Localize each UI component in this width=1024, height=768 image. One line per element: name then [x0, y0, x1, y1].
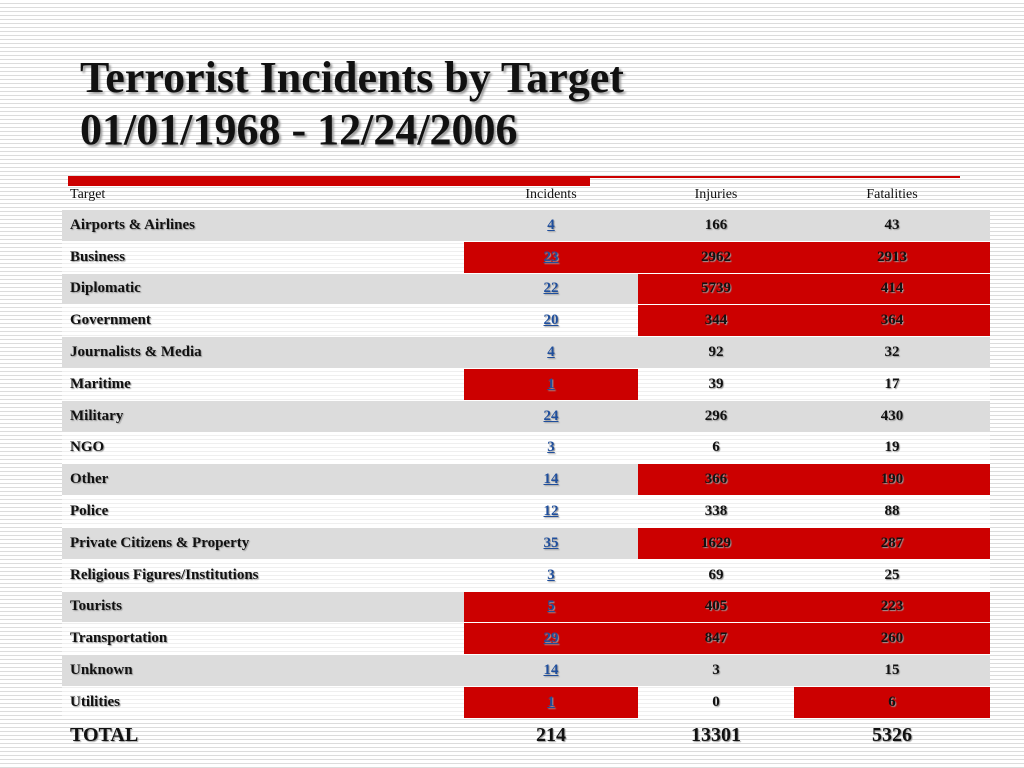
injuries-cell: 0	[638, 686, 794, 718]
incidents-cell	[464, 241, 638, 273]
target-cell: Utilities	[62, 686, 464, 718]
fatalities-cell: 190	[794, 464, 990, 496]
incidents-link[interactable]: 20	[543, 312, 559, 329]
total-row	[62, 718, 990, 753]
table-row	[62, 686, 990, 718]
incidents-link[interactable]: 5	[547, 598, 555, 615]
table-row	[62, 305, 990, 337]
fatalities-cell: 17	[794, 368, 990, 400]
total-injuries: 13301	[691, 724, 741, 747]
target-cell: Diplomatic	[62, 273, 464, 305]
target-cell: Unknown	[62, 655, 464, 687]
title-underline-thin	[590, 176, 960, 178]
header-target: Target	[62, 181, 464, 210]
incidents-cell	[464, 305, 638, 337]
table-row	[62, 210, 990, 242]
fatalities-cell: 2913	[794, 241, 990, 273]
incidents-cell	[464, 527, 638, 559]
table-row	[62, 496, 990, 528]
injuries-cell: 344	[638, 305, 794, 337]
table-row	[62, 241, 990, 273]
fatalities-cell: 6	[794, 686, 990, 718]
table-row	[62, 400, 990, 432]
target-cell: Private Citizens & Property	[62, 527, 464, 559]
incidents-link[interactable]: 23	[543, 248, 559, 265]
injuries-cell: 296	[638, 400, 794, 432]
target-cell: Airports & Airlines	[62, 210, 464, 242]
incidents-link[interactable]: 14	[543, 662, 559, 679]
incidents-link[interactable]: 4	[547, 216, 555, 233]
target-cell: Government	[62, 305, 464, 337]
injuries-cell: 338	[638, 496, 794, 528]
table-header-row	[62, 181, 990, 210]
header-fatalities: Fatalities	[794, 181, 990, 210]
incidents-link[interactable]: 1	[547, 693, 555, 710]
target-cell: Police	[62, 496, 464, 528]
target-cell: Journalists & Media	[62, 337, 464, 369]
table-row	[62, 464, 990, 496]
incidents-link[interactable]: 24	[543, 407, 559, 424]
incidents-link[interactable]: 12	[543, 503, 559, 520]
injuries-cell: 69	[638, 559, 794, 591]
incidents-cell	[464, 591, 638, 623]
target-cell: Maritime	[62, 368, 464, 400]
total-label: TOTAL	[70, 724, 139, 747]
injuries-cell: 2962	[638, 241, 794, 273]
header-incidents: Incidents	[464, 181, 638, 210]
incidents-cell	[464, 432, 638, 464]
injuries-cell: 166	[638, 210, 794, 242]
target-cell: Military	[62, 400, 464, 432]
total-fatalities: 5326	[872, 724, 912, 747]
fatalities-cell: 88	[794, 496, 990, 528]
incidents-link[interactable]: 3	[547, 439, 555, 456]
table-row	[62, 591, 990, 623]
injuries-cell: 3	[638, 655, 794, 687]
table-row	[62, 273, 990, 305]
incidents-cell	[464, 686, 638, 718]
incidents-cell	[464, 655, 638, 687]
fatalities-cell: 260	[794, 623, 990, 655]
table-row	[62, 527, 990, 559]
table-row	[62, 623, 990, 655]
injuries-cell: 39	[638, 368, 794, 400]
title-line-2: 01/01/1968 - 12/24/2006	[80, 105, 518, 154]
fatalities-cell: 287	[794, 527, 990, 559]
fatalities-cell: 19	[794, 432, 990, 464]
incidents-cell	[464, 400, 638, 432]
fatalities-cell: 430	[794, 400, 990, 432]
table-row	[62, 337, 990, 369]
target-cell: Tourists	[62, 591, 464, 623]
target-cell: Transportation	[62, 623, 464, 655]
incidents-cell	[464, 210, 638, 242]
incidents-cell	[464, 623, 638, 655]
incidents-cell	[464, 559, 638, 591]
incidents-link[interactable]: 3	[547, 566, 555, 583]
title-line-1: Terrorist Incidents by Target	[80, 53, 624, 102]
incidents-cell	[464, 337, 638, 369]
fatalities-cell: 32	[794, 337, 990, 369]
fatalities-cell: 43	[794, 210, 990, 242]
injuries-cell: 847	[638, 623, 794, 655]
injuries-cell: 5739	[638, 273, 794, 305]
fatalities-cell: 364	[794, 305, 990, 337]
target-cell: Business	[62, 241, 464, 273]
table-row	[62, 559, 990, 591]
injuries-cell: 1629	[638, 527, 794, 559]
table-row	[62, 655, 990, 687]
fatalities-cell: 25	[794, 559, 990, 591]
incidents-cell	[464, 273, 638, 305]
table-row	[62, 368, 990, 400]
total-incidents: 214	[536, 724, 566, 747]
injuries-cell: 405	[638, 591, 794, 623]
incidents-cell	[464, 464, 638, 496]
header-injuries: Injuries	[638, 181, 794, 210]
incidents-link[interactable]: 22	[543, 280, 559, 297]
table-body	[62, 210, 990, 753]
incidents-cell	[464, 368, 638, 400]
target-cell: NGO	[62, 432, 464, 464]
target-cell: Other	[62, 464, 464, 496]
injuries-cell: 366	[638, 464, 794, 496]
incidents-link[interactable]: 4	[547, 344, 555, 361]
fatalities-cell: 15	[794, 655, 990, 687]
incidents-table	[62, 181, 990, 753]
incidents-link[interactable]: 1	[547, 375, 555, 392]
incidents-link[interactable]: 14	[543, 471, 559, 488]
incidents-cell	[464, 496, 638, 528]
target-cell: Religious Figures/Institutions	[62, 559, 464, 591]
fatalities-cell: 414	[794, 273, 990, 305]
table-row	[62, 432, 990, 464]
injuries-cell: 6	[638, 432, 794, 464]
injuries-cell: 92	[638, 337, 794, 369]
slide-title	[80, 52, 624, 156]
fatalities-cell: 223	[794, 591, 990, 623]
incidents-link[interactable]: 35	[543, 534, 559, 551]
incidents-link[interactable]: 29	[543, 630, 559, 647]
